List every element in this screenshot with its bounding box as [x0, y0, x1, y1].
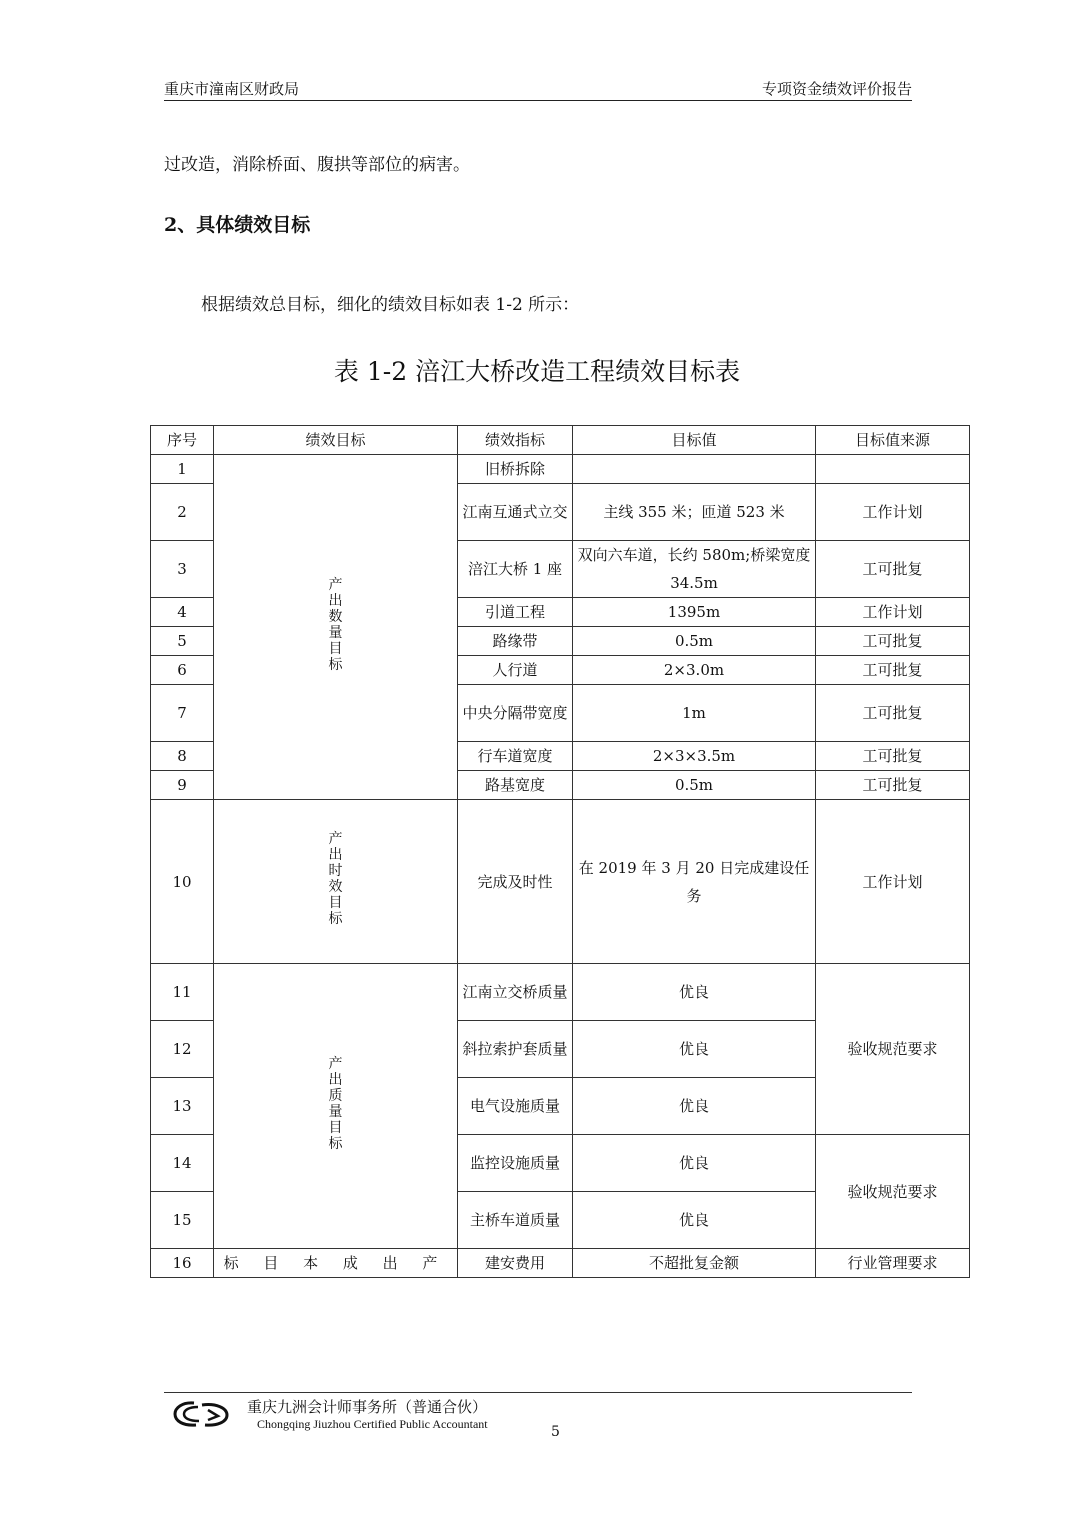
- cell-no: 2: [151, 484, 214, 541]
- section-heading: 2、具体绩效目标: [164, 214, 311, 236]
- cell-source: 工作计划: [816, 800, 970, 964]
- firm-name-cn: 重庆九洲会计师事务所（普通合伙）: [247, 1398, 488, 1416]
- cell-indicator: 监控设施质量: [458, 1135, 573, 1192]
- group-quantity: [214, 455, 458, 800]
- cell-source-merged: 验收规范要求: [816, 1135, 970, 1249]
- cell-value: 优良: [573, 964, 816, 1021]
- cell-indicator: 完成及时性: [458, 800, 573, 964]
- firm-logo-icon: [172, 1398, 230, 1430]
- cell-source: 工可批复: [816, 541, 970, 598]
- cell-no: 12: [151, 1021, 214, 1078]
- lead-paragraph: 根据绩效总目标，细化的绩效目标如表 1-2 所示：: [201, 295, 580, 315]
- cell-value: 优良: [573, 1078, 816, 1135]
- cell-no: 11: [151, 964, 214, 1021]
- cell-value: [573, 455, 816, 484]
- cell-indicator: 主桥车道质量: [458, 1192, 573, 1249]
- header-goal: 绩效目标: [214, 426, 458, 455]
- cell-no: 3: [151, 541, 214, 598]
- table-row: [151, 964, 970, 1021]
- cell-value: 0.5m: [573, 627, 816, 656]
- page-header: [164, 78, 912, 101]
- table-row: [151, 455, 970, 484]
- header-right: 专项资金绩效评价报告: [761, 80, 912, 98]
- cell-source: 工作计划: [816, 598, 970, 627]
- cell-value: 优良: [573, 1021, 816, 1078]
- group-label: 产出时效目标: [328, 831, 343, 927]
- cell-indicator: 电气设施质量: [458, 1078, 573, 1135]
- cell-source: [816, 455, 970, 484]
- cell-indicator: 行车道宽度: [458, 742, 573, 771]
- cell-indicator: 人行道: [458, 656, 573, 685]
- cell-no: 13: [151, 1078, 214, 1135]
- table-header-row: [151, 426, 970, 455]
- cell-no: 9: [151, 771, 214, 800]
- cell-value: 主线 355 米；匝道 523 米: [573, 484, 816, 541]
- cell-source: 行业管理要求: [816, 1249, 970, 1278]
- header-value: 目标值: [573, 426, 816, 455]
- intro-line: 过改造，消除桥面、腹拱等部位的病害。: [164, 155, 470, 175]
- header-left: 重庆市潼南区财政局: [164, 80, 300, 98]
- cell-indicator: 路缘带: [458, 627, 573, 656]
- cell-value: 优良: [573, 1192, 816, 1249]
- cell-no: 5: [151, 627, 214, 656]
- cell-indicator: 建安费用: [458, 1249, 573, 1278]
- footer-divider: [164, 1392, 912, 1393]
- cell-value: 1395m: [573, 598, 816, 627]
- cell-indicator: 江南互通式立交: [458, 484, 573, 541]
- table-title: 表 1-2 涪江大桥改造工程绩效目标表: [333, 357, 741, 386]
- cell-no: 1: [151, 455, 214, 484]
- cell-no: 10: [151, 800, 214, 964]
- cell-no: 7: [151, 685, 214, 742]
- cell-no: 14: [151, 1135, 214, 1192]
- cell-source: 工可批复: [816, 742, 970, 771]
- cell-no: 16: [151, 1249, 214, 1278]
- cell-indicator: 斜拉索护套质量: [458, 1021, 573, 1078]
- header-no: 序号: [151, 426, 214, 455]
- cell-value: 优良: [573, 1135, 816, 1192]
- cell-source: 工可批复: [816, 685, 970, 742]
- performance-goals-table: [150, 425, 970, 1278]
- header-source: 目标值来源: [816, 426, 970, 455]
- cell-value: 1m: [573, 685, 816, 742]
- cell-indicator: 路基宽度: [458, 771, 573, 800]
- page-number: 5: [551, 1424, 560, 1440]
- group-quality: [214, 964, 458, 1249]
- cell-source-merged: 验收规范要求: [816, 964, 970, 1135]
- cell-indicator: 中央分隔带宽度: [458, 685, 573, 742]
- cell-value: 在 2019 年 3 月 20 日完成建设任务: [573, 800, 816, 964]
- cell-value: 双向六车道，长约 580m;桥梁宽度 34.5m: [573, 541, 816, 598]
- cell-no: 15: [151, 1192, 214, 1249]
- cell-source: 工可批复: [816, 656, 970, 685]
- cell-source: 工可批复: [816, 627, 970, 656]
- group-label: 产出数量目标: [328, 576, 343, 673]
- group-cost: [214, 1249, 458, 1278]
- firm-name-en: Chongqing Jiuzhou Certified Public Accountant: [257, 1417, 488, 1431]
- group-label: 产出质量目标: [328, 1055, 343, 1152]
- cell-indicator: 江南立交桥质量: [458, 964, 573, 1021]
- cell-source: 工可批复: [816, 771, 970, 800]
- cell-value: 2×3×3.5m: [573, 742, 816, 771]
- table-row: [151, 1249, 970, 1278]
- cell-value: 不超批复金额: [573, 1249, 816, 1278]
- cell-value: 2×3.0m: [573, 656, 816, 685]
- cell-no: 4: [151, 598, 214, 627]
- cell-indicator: 引道工程: [458, 598, 573, 627]
- group-label: 标 目 本 成 出 产: [223, 1254, 448, 1272]
- cell-value: 0.5m: [573, 771, 816, 800]
- header-indicator: 绩效指标: [458, 426, 573, 455]
- cell-indicator: 涪江大桥 1 座: [458, 541, 573, 598]
- cell-indicator: 旧桥拆除: [458, 455, 573, 484]
- group-timeliness: [214, 800, 458, 964]
- cell-no: 6: [151, 656, 214, 685]
- cell-source: 工作计划: [816, 484, 970, 541]
- cell-no: 8: [151, 742, 214, 771]
- table-row: [151, 800, 970, 964]
